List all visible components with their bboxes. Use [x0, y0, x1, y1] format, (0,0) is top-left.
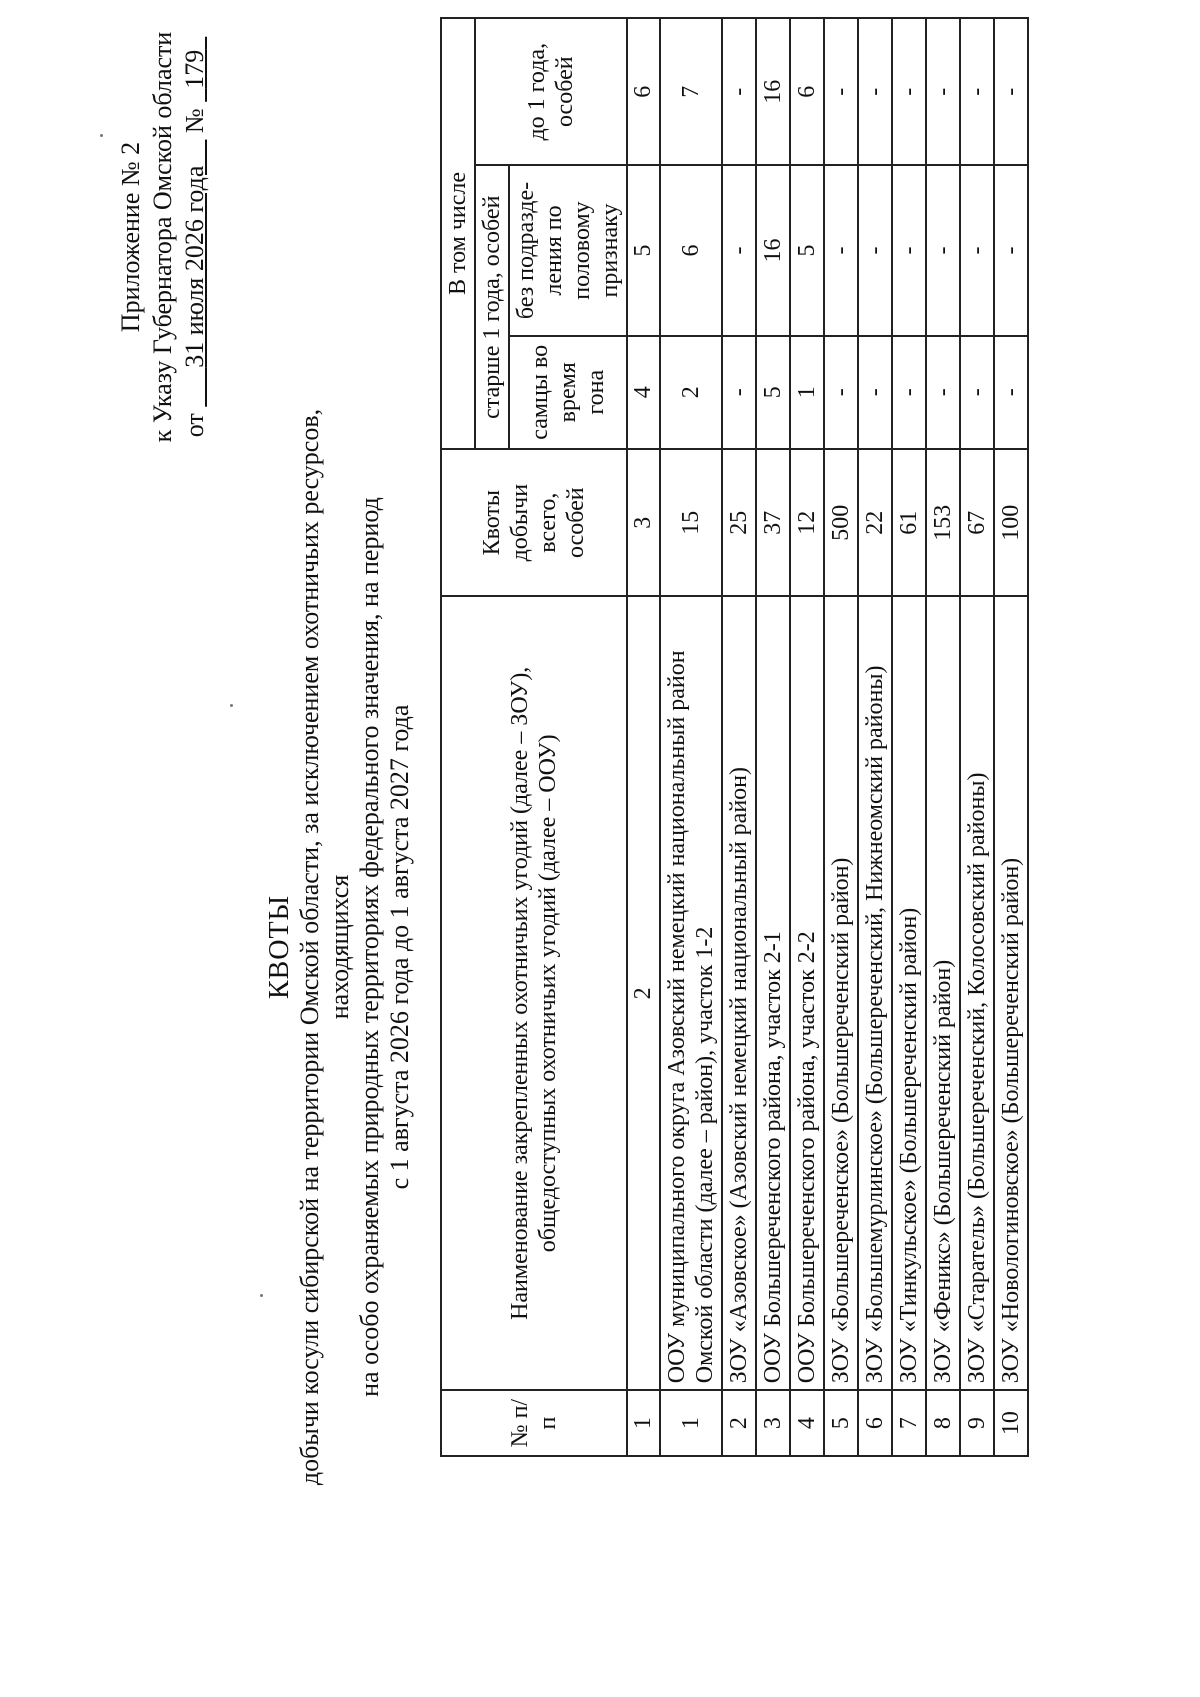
- row-total: 153: [926, 449, 960, 596]
- row-males: 1: [790, 336, 824, 449]
- row-total: 100: [994, 449, 1028, 596]
- number-prefix: №: [180, 108, 209, 134]
- table-row: [722, 18, 756, 1456]
- row-total: 500: [824, 449, 858, 596]
- header-older: старше 1 года, особей: [475, 165, 509, 449]
- appendix-date-line: [179, 27, 211, 447]
- row-males: -: [722, 336, 756, 449]
- index-row: [627, 18, 660, 1456]
- header-nosex: без подразде-ления по половому признаку: [509, 165, 627, 335]
- row-males: -: [824, 336, 858, 449]
- table-row: [994, 18, 1028, 1456]
- row-young: 16: [756, 18, 790, 165]
- appendix-header: [115, 27, 211, 447]
- row-nosex: 6: [660, 165, 722, 335]
- row-males: -: [858, 336, 892, 449]
- row-name: ООУ муниципального округа Азовский немецкий национальный район Омской области (далее – район), участок 1-2: [660, 596, 722, 1390]
- row-nosex: -: [960, 165, 994, 335]
- index-cell: 2: [627, 596, 660, 1390]
- index-cell: 6: [627, 18, 660, 165]
- row-number: 10: [994, 1390, 1028, 1456]
- row-nosex: -: [926, 165, 960, 335]
- index-cell: 5: [627, 165, 660, 335]
- row-name: ЗОУ «Старатель» (Большереченский, Колосовский районы): [960, 596, 994, 1390]
- row-young: -: [858, 18, 892, 165]
- row-young: -: [722, 18, 756, 165]
- index-cell: 4: [627, 336, 660, 449]
- row-name: ООУ Большереченского района, участок 2-1: [756, 596, 790, 1390]
- decree-number: 179: [180, 49, 209, 89]
- row-total: 67: [960, 449, 994, 596]
- row-nosex: 5: [790, 165, 824, 335]
- title-line-1: добычи косули сибирской на территории Омской области, за исключением охотничьих ресурсов, находящихся: [295, 408, 354, 1486]
- row-total: 15: [660, 449, 722, 596]
- appendix-line-1: Приложение № 2: [116, 141, 145, 333]
- row-males: -: [994, 336, 1028, 449]
- header-quota: Квоты добычи всего, особей: [441, 449, 627, 596]
- title-line-3: с 1 августа 2026 года до 1 августа 2027 года: [385, 704, 414, 1190]
- table-row: [858, 18, 892, 1456]
- row-nosex: -: [722, 165, 756, 335]
- row-total: 37: [756, 449, 790, 596]
- row-males: 5: [756, 336, 790, 449]
- scan-speck: [260, 1294, 263, 1297]
- row-number: 5: [824, 1390, 858, 1456]
- index-cell: 3: [627, 449, 660, 596]
- index-cell: 1: [627, 1390, 660, 1456]
- row-number: 4: [790, 1390, 824, 1456]
- table-row: [824, 18, 858, 1456]
- row-young: -: [824, 18, 858, 165]
- row-young: -: [926, 18, 960, 165]
- table-row: [926, 18, 960, 1456]
- header-name: Наименование закрепленных охотничьих угодий (далее – ЗОУ), общедоступных охотничьих угодий (далее – ООУ): [441, 596, 627, 1390]
- row-total: 12: [790, 449, 824, 596]
- header-including: В том числе: [441, 18, 475, 449]
- row-young: 6: [790, 18, 824, 165]
- row-number: 8: [926, 1390, 960, 1456]
- row-nosex: -: [858, 165, 892, 335]
- row-name: ЗОУ «Новологиновское» (Большереченский район): [994, 596, 1028, 1390]
- document-title: [265, 397, 415, 1497]
- title-main: КВОТЫ: [264, 894, 295, 1000]
- row-number: 9: [960, 1390, 994, 1456]
- row-total: 25: [722, 449, 756, 596]
- row-nosex: -: [824, 165, 858, 335]
- row-name: ЗОУ «Большереченское» (Большереченский район): [824, 596, 858, 1390]
- row-nosex: -: [994, 165, 1028, 335]
- row-name: ЗОУ «Большемурлинское» (Большереченский, Нижнеомский районы): [858, 596, 892, 1390]
- table-row: [790, 18, 824, 1456]
- row-males: -: [960, 336, 994, 449]
- row-total: 22: [858, 449, 892, 596]
- appendix-line-2: к Указу Губернатора Омской области: [148, 31, 177, 443]
- row-number: 2: [722, 1390, 756, 1456]
- table-row: [892, 18, 926, 1456]
- title-line-2: на особо охраняемых природных территориях федерального значения, на период: [355, 497, 384, 1397]
- header-males: самцы во время гона: [509, 336, 627, 449]
- row-name: ЗОУ «Феникс» (Большереченский район): [926, 596, 960, 1390]
- date-prefix: от: [180, 413, 209, 438]
- row-total: 61: [892, 449, 926, 596]
- header-young: до 1 года, особей: [475, 18, 627, 165]
- row-name: ЗОУ «Азовское» (Азовский немецкий национальный район): [722, 596, 756, 1390]
- row-number: 3: [756, 1390, 790, 1456]
- header-num: № п/п: [441, 1390, 627, 1456]
- row-males: -: [892, 336, 926, 449]
- row-males: -: [926, 336, 960, 449]
- row-nosex: 16: [756, 165, 790, 335]
- row-young: -: [960, 18, 994, 165]
- table-row: [756, 18, 790, 1456]
- scan-speck: [100, 134, 103, 137]
- quota-table: [440, 17, 1029, 1457]
- row-young: -: [994, 18, 1028, 165]
- table-row: [960, 18, 994, 1456]
- row-number: 6: [858, 1390, 892, 1456]
- row-young: 7: [660, 18, 722, 165]
- table-row: [660, 18, 722, 1456]
- row-name: ООУ Большереченского района, участок 2-2: [790, 596, 824, 1390]
- row-number: 1: [660, 1390, 722, 1456]
- row-nosex: -: [892, 165, 926, 335]
- row-number: 7: [892, 1390, 926, 1456]
- scan-speck: [230, 704, 233, 707]
- row-name: ЗОУ «Тинкульское» (Большереченский район): [892, 596, 926, 1390]
- row-males: 2: [660, 336, 722, 449]
- decree-date: 31 июля 2026 года: [180, 165, 209, 368]
- row-young: -: [892, 18, 926, 165]
